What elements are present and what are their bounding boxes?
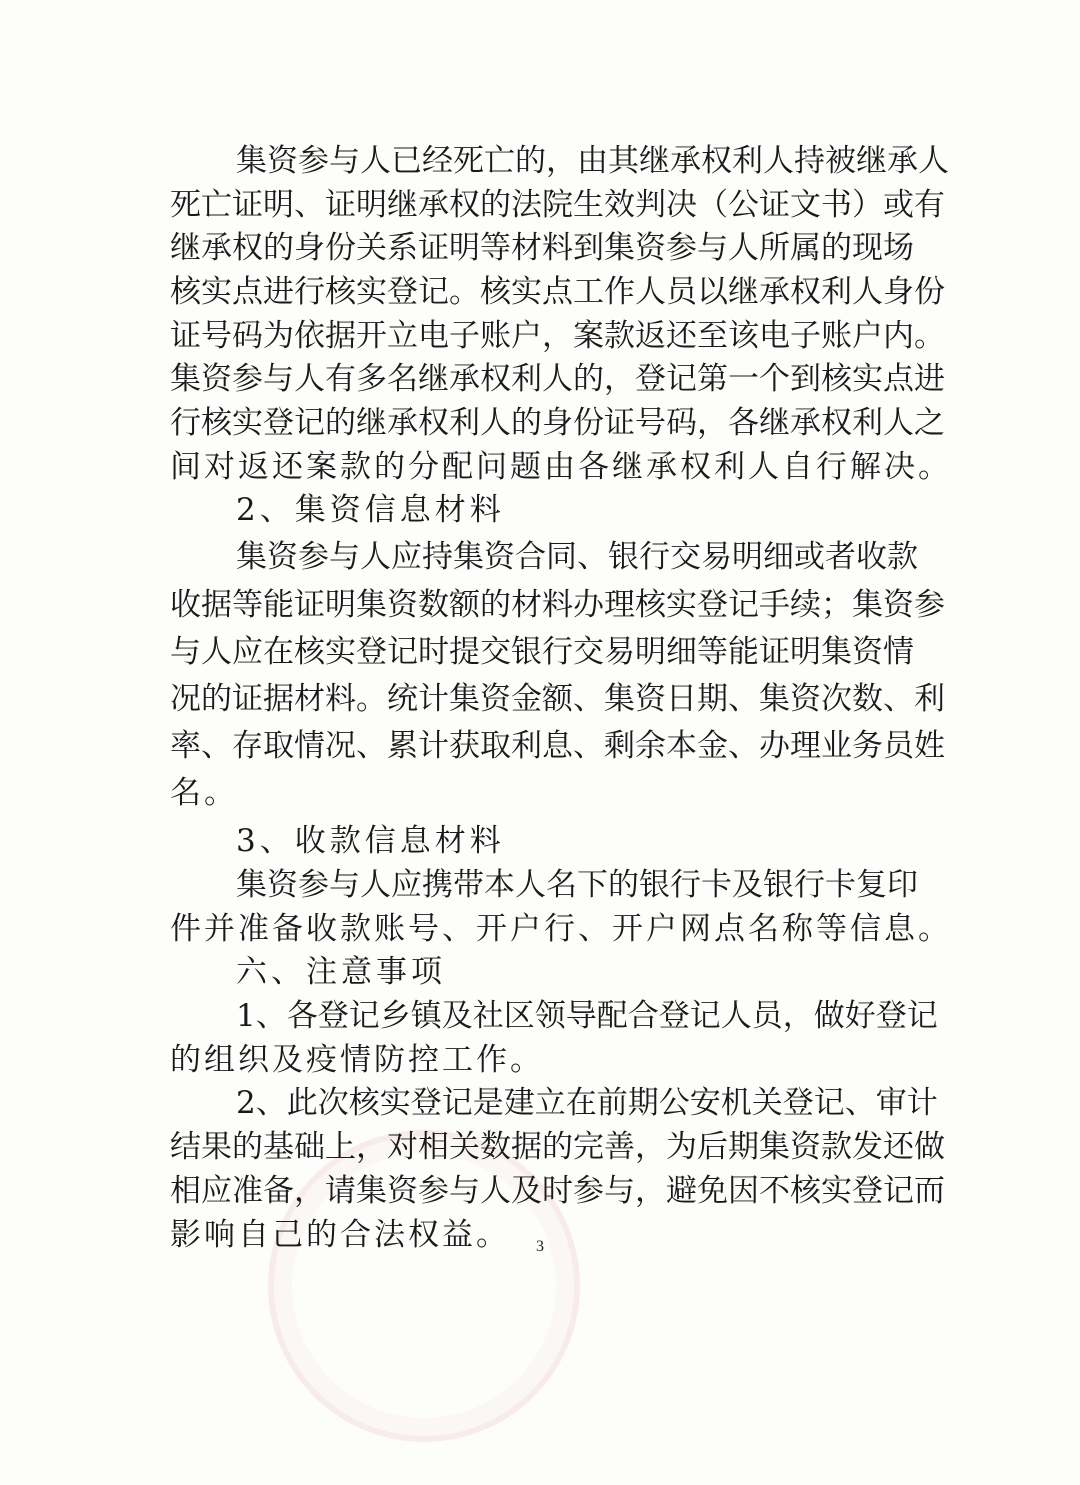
paragraph-1-line-8: 间对返还案款的分配问题由各继承权利人自行解决。: [170, 449, 952, 485]
paragraph-2-line-2: 收据等能证明集资数额的材料办理核实登记手续；集资参: [170, 587, 945, 623]
paragraph-5-line-3: 相应准备，请集资参与人及时参与，避免因不核实登记而: [170, 1173, 945, 1209]
paragraph-4-line-1: 1、各登记乡镇及社区领导配合登记人员，做好登记: [236, 998, 938, 1034]
paragraph-5-line-1: 2、此次核实登记是建立在前期公安机关登记、审计: [236, 1085, 938, 1121]
paragraph-1-line-3: 继承权的身份关系证明等材料到集资参与人所属的现场: [170, 230, 914, 266]
section-heading-2: 2、集资信息材料: [236, 492, 505, 528]
paragraph-5-line-2: 结果的基础上，对相关数据的完善，为后期集资款发还做: [170, 1129, 945, 1165]
paragraph-1-line-6: 集资参与人有多名继承权利人的，登记第一个到核实点进: [170, 361, 945, 397]
section-heading-3: 3、收款信息材料: [236, 823, 505, 859]
paragraph-2-line-5: 率、存取情况、累计获取利息、剩余本金、办理业务员姓: [170, 728, 945, 764]
paragraph-1-line-2: 死亡证明、证明继承权的法院生效判决（公证文书）或有: [170, 187, 945, 223]
page-number: 3: [536, 1238, 544, 1255]
paragraph-1-line-1: 集资参与人已经死亡的，由其继承权利人持被继承人: [236, 143, 949, 179]
paragraph-4-line-2: 的组织及疫情防控工作。: [170, 1042, 544, 1078]
paragraph-2-line-1: 集资参与人应持集资合同、银行交易明细或者收款: [236, 539, 918, 575]
paragraph-2-line-6: 名。: [170, 775, 238, 811]
paragraph-2-line-4: 况的证据材料。统计集资金额、集资日期、集资次数、利: [170, 681, 945, 717]
paragraph-3-line-1: 集资参与人应携带本人名下的银行卡及银行卡复印: [236, 867, 918, 903]
paragraph-5-line-4: 影响自己的合法权益。: [170, 1217, 510, 1253]
paragraph-2-line-3: 与人应在核实登记时提交银行交易明细等能证明集资情: [170, 634, 914, 670]
paragraph-1-line-7: 行核实登记的继承权利人的身份证号码，各继承权利人之: [170, 405, 945, 441]
paragraph-1-line-4: 核实点进行核实登记。核实点工作人员以继承权利人身份: [170, 274, 945, 310]
paragraph-3-line-2: 件并准备收款账号、开户行、开户网点名称等信息。: [170, 911, 952, 947]
section-heading-6: 六、注意事项: [236, 954, 446, 990]
paragraph-1-line-5: 证号码为依据开立电子账户，案款返还至该电子账户内。: [170, 318, 945, 354]
